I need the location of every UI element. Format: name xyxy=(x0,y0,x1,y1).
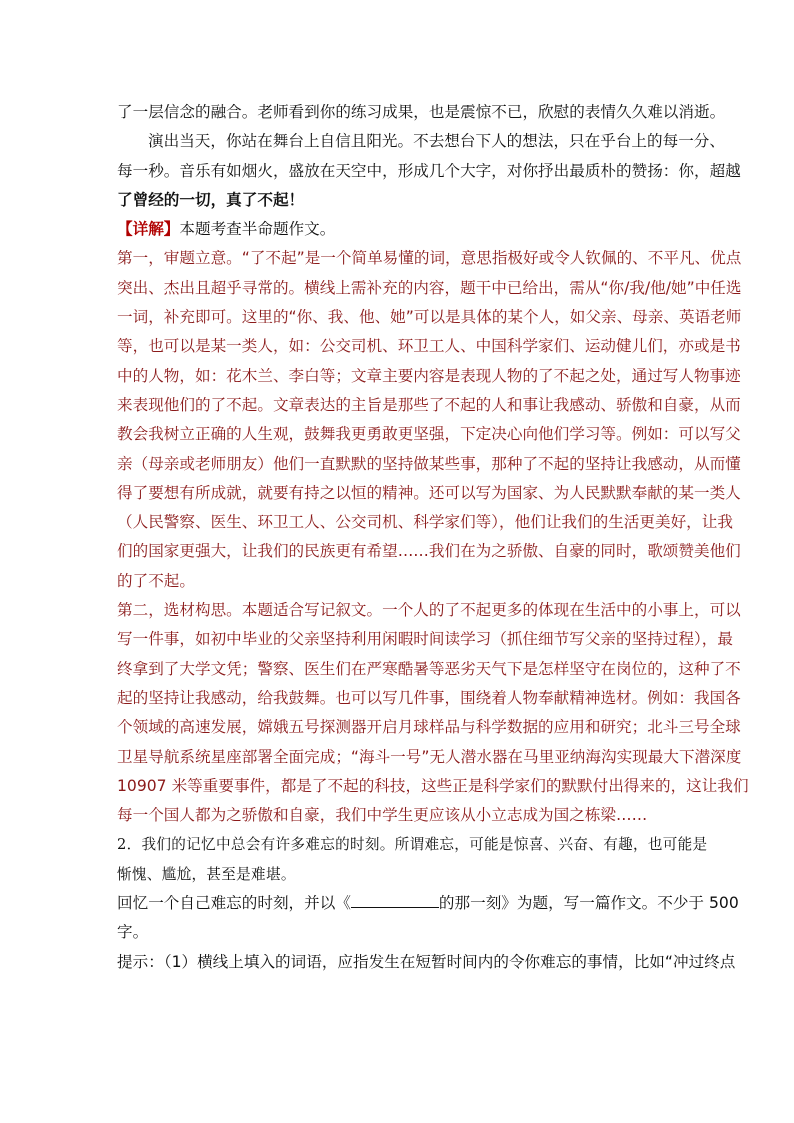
detail-line: 一词，补充即可。这里的“你、我、他、她”可以是具体的某个人，如父亲、母亲、英语老师 xyxy=(117,308,742,327)
question-prompt-end: 字。 xyxy=(117,923,149,942)
question-hint: 提示：（1）横线上填入的词语，应指发生在短暂时间内的令你难忘的事情，比如“冲过终点 xyxy=(117,952,736,971)
essay-line: 演出当天，你站在舞台上自信且阳光。不去想台下人的想法，只在乎台上的每一分、 xyxy=(148,132,725,151)
fill-blank xyxy=(351,892,439,908)
detail-heading xyxy=(117,215,680,244)
detail-line: 10907 米等重要事件，都是了不起的科技，这些正是科学家们的默默付出得来的，这让我们 xyxy=(117,776,749,795)
document-page xyxy=(117,98,749,977)
detail-line: 写一件事，如初中毕业的父亲坚持利用闲暇时间读学习（抓住细节写父亲的坚持过程），最 xyxy=(117,630,733,649)
detail-line: （人民警察、医生、环卫工人、公交司机、科学家们等），他们让我们的生活更美好，让我 xyxy=(117,513,733,532)
detail-label: 【详解】 xyxy=(117,220,180,239)
detail-body xyxy=(117,244,749,830)
essay-line: 了曾经的一切，真了不起！ xyxy=(117,190,305,209)
prompt-before: 回忆一个自己难忘的时刻，并以《 xyxy=(117,894,351,913)
detail-line: 卫星导航系统星座部署全面完成；“海斗一号”无人潜水器在马里亚纳海沟实现最大下潜深度 xyxy=(117,747,742,766)
prompt-after: 的那一刻》为题，写一篇作文。不少于 500 xyxy=(438,894,739,913)
detail-line: 们的国家更强大，让我们的民族更有希望……我们在为之骄傲、自豪的同时，歌颂赞美他们 xyxy=(117,542,741,561)
detail-line: 起的坚持让我感动，给我鼓舞。也可以写几件事，围绕着人物奉献精神选材。例如：我国各 xyxy=(117,688,741,707)
essay-line: 每一秒。音乐有如烟火，盛放在天空中，形成几个大字，对你抒出最质朴的赞扬：你，超越 xyxy=(117,161,741,180)
detail-line: 中的人物，如：花木兰、李白等；文章主要内容是表现人物的了不起之处，通过写人物事迹 xyxy=(117,366,741,385)
detail-line: 终拿到了大学文凭；警察、医生们在严寒酷暑等恶劣天气下是怎样坚守在岗位的，这种了不 xyxy=(117,659,741,678)
detail-intro: 本题考查半命题作文。 xyxy=(179,220,336,239)
question-line: 惭愧、尴尬，甚至是难堪。 xyxy=(117,865,296,883)
detail-line: 来表现他们的了不起。文章表达的主旨是那些了不起的人和事让我感动、骄傲和自豪，从而 xyxy=(117,395,741,414)
question-prompt xyxy=(117,889,739,918)
detail-line: 个领域的高速发展，嫦娥五号探测器开启月球样品与科学数据的应用和研究；北斗三号全球 xyxy=(117,718,741,737)
detail-line: 的了不起。 xyxy=(117,571,195,590)
detail-line: 每一个国人都为之骄傲和自豪，我们中学生更应该从小立志成为国之栋梁…… xyxy=(117,806,648,825)
detail-line: 第二，选材构思。本题适合写记叙文。一个人的了不起更多的体现在生活中的小事上，可以 xyxy=(117,601,741,620)
essay-line: 了一层信念的融合。老师看到你的练习成果，也是震惊不已，欣慰的表情久久难以消逝。 xyxy=(117,103,726,121)
detail-line: 第一，审题立意。“了不起”是一个简单易懂的词，意思指极好或令人钦佩的、不平凡、优点 xyxy=(117,249,742,268)
detail-line: 亲（母亲或老师朋友）他们一直默默的坚持做某些事，那种了不起的坚持让我感动，从而懂 xyxy=(117,454,741,473)
detail-line: 教会我树立正确的人生观，鼓舞我更勇敢更坚强，下定决心向他们学习等。例如：可以写父 xyxy=(117,425,741,444)
detail-line: 得了要想有所成就，就要有持之以恒的精神。还可以写为国家、为人民默默奉献的某一类人 xyxy=(117,483,741,502)
detail-line: 等，也可以是某一类人，如：公交司机、环卫工人、中国科学家们、运动健儿们，亦或是书 xyxy=(117,337,741,356)
question-line: 2．我们的记忆中总会有许多难忘的时刻。所谓难忘，可能是惊喜、兴奋、有趣，也可能是 xyxy=(117,836,708,854)
detail-line: 突出、杰出且超乎寻常的。横线上需补充的内容，题干中已给出，需从“你/我/他/她”中任选 xyxy=(117,278,742,297)
